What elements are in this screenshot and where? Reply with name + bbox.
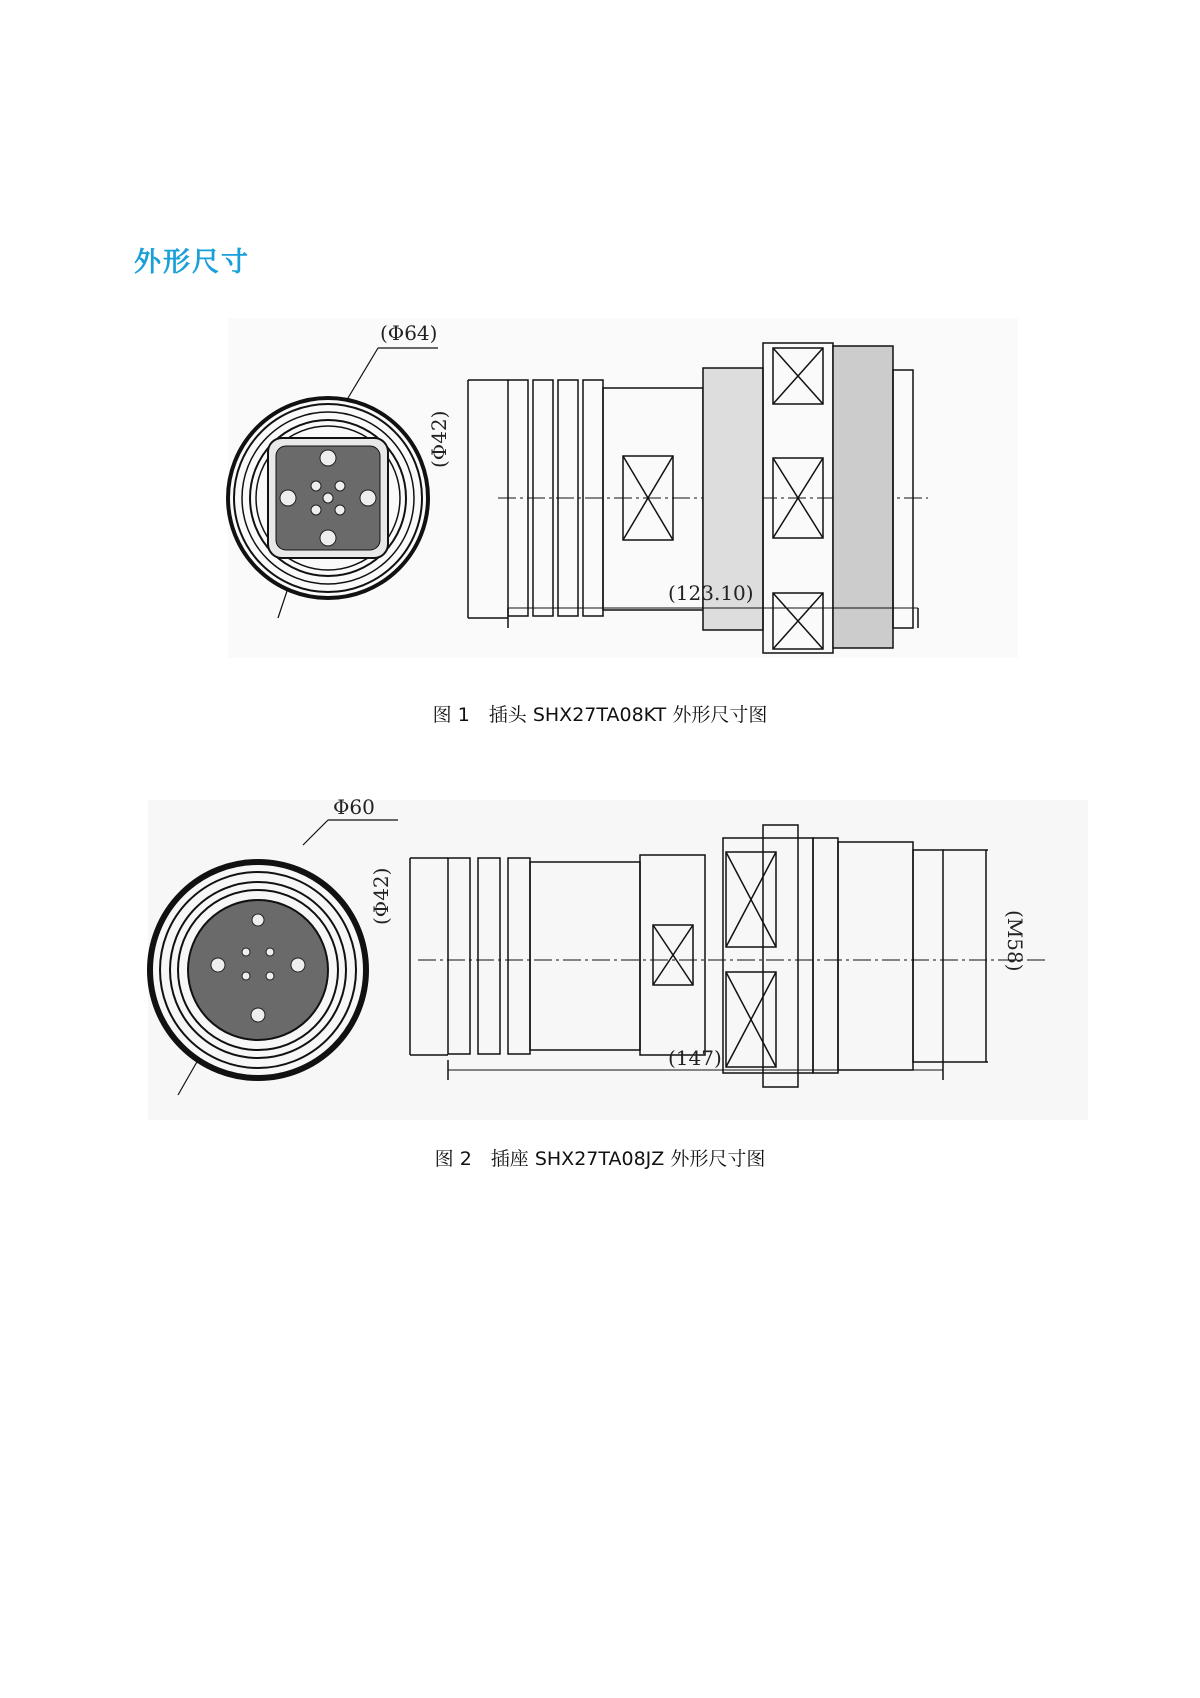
receptacle-thread-label: (M58) bbox=[1003, 910, 1027, 972]
receptacle-outer-diameter-label: Φ60 bbox=[333, 795, 375, 819]
figure2-caption: 图 2 插座 SHX27TA08JZ 外形尺寸图 bbox=[434, 1148, 766, 1170]
plug-length-label: (123.10) bbox=[668, 581, 754, 605]
section-title: 外形尺寸 bbox=[134, 247, 250, 278]
figure1-caption: 图 1 插头 SHX27TA08KT 外形尺寸图 bbox=[432, 704, 768, 726]
plug-body-diameter-label: (Φ42) bbox=[427, 410, 451, 468]
figure-receptacle-drawing bbox=[148, 795, 1088, 1120]
receptacle-body-diameter-label: (Φ42) bbox=[369, 867, 393, 925]
plug-outer-diameter-label: (Φ64) bbox=[380, 321, 438, 345]
receptacle-length-label: (147) bbox=[668, 1046, 722, 1070]
receptacle-drawing-svg bbox=[148, 795, 1088, 1120]
figure-plug-drawing bbox=[228, 318, 1018, 658]
plug-drawing-svg bbox=[228, 318, 1018, 658]
